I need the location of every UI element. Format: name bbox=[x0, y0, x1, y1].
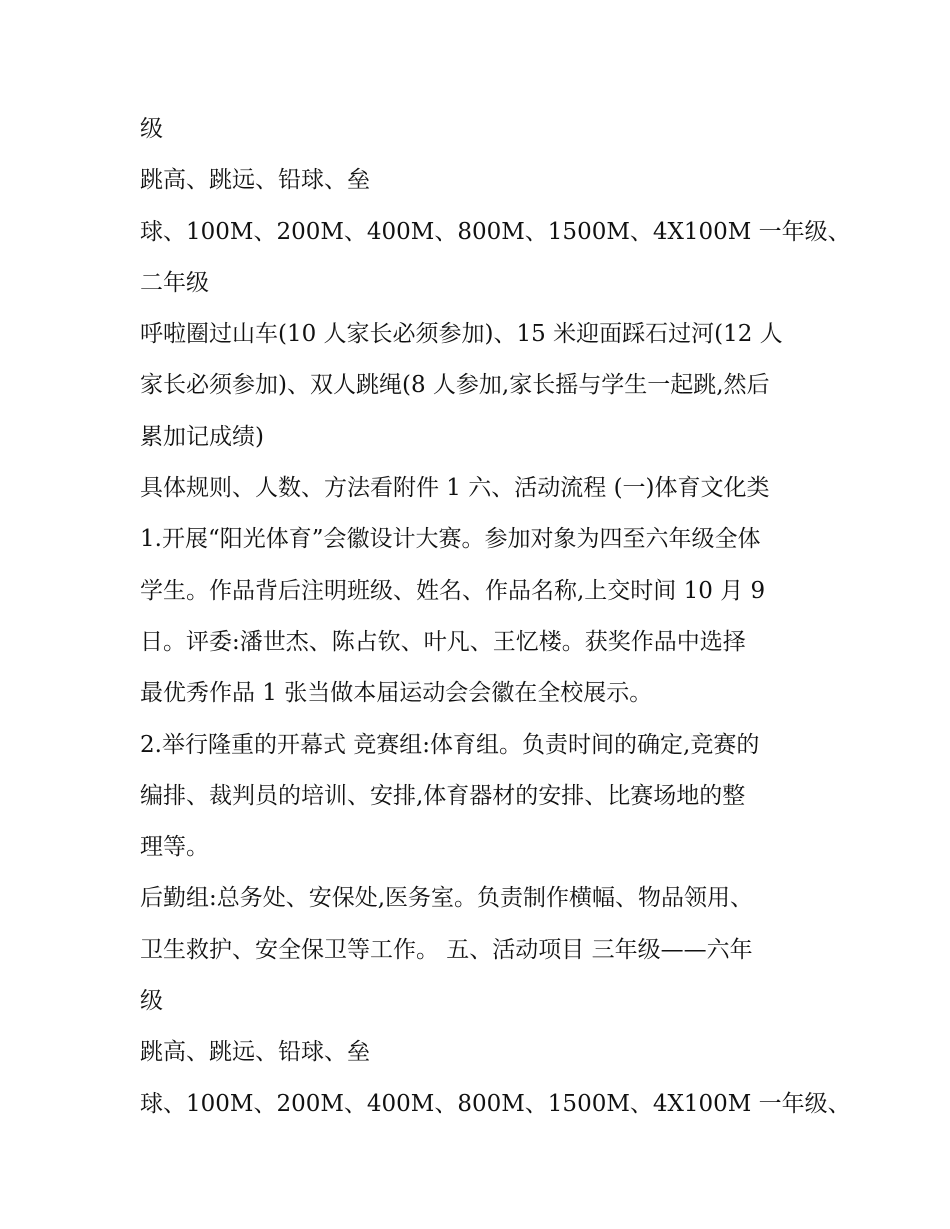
text-line: 跳高、跳远、铅球、垒 bbox=[140, 167, 370, 194]
text-line: 卫生救护、安全保卫等工作。 五、活动项目 三年级——六年 bbox=[140, 936, 753, 963]
text-line: 累加记成绩) bbox=[140, 423, 264, 450]
text-line: 1.开展“阳光体育”会徽设计大赛。参加对象为四至六年级全体 bbox=[140, 526, 761, 553]
text-line: 呼啦圈过山车(10 人家长必须参加)、15 米迎面踩石过河(12 人 bbox=[140, 321, 783, 348]
text-line: 球、100M、200M、400M、800M、1500M、4X100M 一年级、 bbox=[140, 1090, 851, 1117]
text-line: 编排、裁判员的培训、安排,体育器材的安排、比赛场地的整 bbox=[140, 782, 746, 809]
text-line: 日。评委:潘世杰、陈占钦、叶凡、王忆楼。获奖作品中选择 bbox=[140, 628, 746, 655]
text-line: 学生。作品背后注明班级、姓名、作品名称,上交时间 10 月 9 bbox=[140, 577, 766, 604]
text-line: 球、100M、200M、400M、800M、1500M、4X100M 一年级、 bbox=[140, 218, 851, 245]
text-line: 具体规则、人数、方法看附件 1 六、活动流程 (一)体育文化类 bbox=[140, 475, 770, 502]
text-line: 后勤组:总务处、安保处,医务室。负责制作横幅、物品领用、 bbox=[140, 885, 754, 912]
text-line: 级 bbox=[140, 988, 163, 1015]
text-line: 级 bbox=[140, 116, 163, 142]
text-line: 理等。 bbox=[140, 834, 209, 861]
text-line: 二年级 bbox=[140, 269, 209, 296]
text-line: 家长必须参加)、双人跳绳(8 人参加,家长摇与学生一起跳,然后 bbox=[140, 372, 770, 399]
text-line: 跳高、跳远、铅球、垒 bbox=[140, 1039, 370, 1066]
text-line: 最优秀作品 1 张当做本届运动会会徽在全校展示。 bbox=[140, 680, 653, 707]
text-line: 2.举行隆重的开幕式 竞赛组:体育组。负责时间的确定,竞赛的 bbox=[140, 731, 760, 758]
document-body bbox=[140, 104, 851, 1130]
